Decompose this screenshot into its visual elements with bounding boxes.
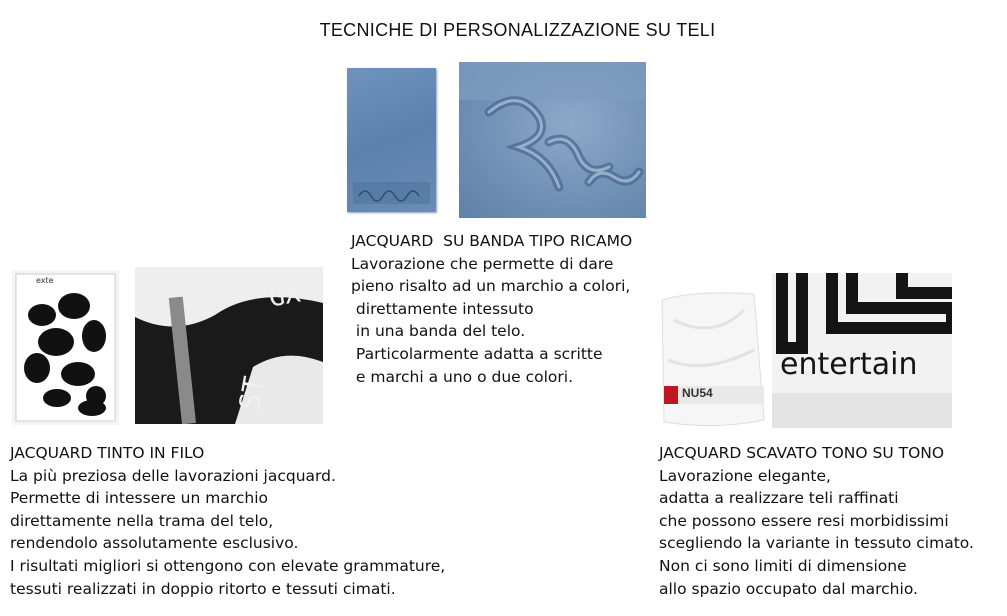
technique-line: in una banda del telo. (351, 322, 526, 341)
cow-detail-bottom: ST (232, 374, 272, 413)
technique-line: rendendolo assolutamente esclusivo. (10, 534, 299, 553)
technique-line: direttamente nella trama del telo, (10, 511, 274, 530)
technique-line: direttamente intessuto (351, 299, 534, 318)
technique-line: La più preziosa delle lavorazioni jacquard. (10, 466, 336, 485)
blue-towel-photo (343, 64, 440, 216)
white-towel-logo: NU54 (682, 386, 713, 400)
technique-line: scegliendo la variante in tessuto cimato. (659, 534, 974, 553)
technique-line: Permette di intessere un marchio (10, 489, 269, 508)
technique-jacquard-tinto-in-filo (10, 442, 445, 600)
technique-line: allo spazio occupato dal marchio. (659, 579, 918, 598)
technique-line: tessuti realizzati in doppio ritorto e tessuti cimati. (10, 579, 396, 598)
technique-line: I risultati migliori si ottengono con elevate grammature, (10, 556, 446, 575)
technique-heading: JACQUARD SU BANDA TIPO RICAMO (351, 232, 633, 250)
technique-line: adatta a realizzare teli raffinati (659, 489, 899, 508)
page-title: TECNICHE DI PERSONALIZZAZIONE SU TELI (319, 20, 716, 40)
technique-heading: JACQUARD TINTO IN FILO (10, 444, 205, 462)
technique-jacquard-scavato (659, 442, 974, 600)
technique-line: Non ci sono limiti di dimensione (659, 556, 907, 575)
blue-towel-detail-photo (459, 62, 646, 218)
technique-line: Lavorazione che permette di dare (351, 254, 614, 273)
white-detail-word: entertain (780, 347, 918, 382)
technique-line: pieno risalto ad un marchio a colori, (351, 277, 631, 296)
technique-line: Lavorazione elegante, (659, 466, 831, 485)
white-towel-photo (654, 280, 768, 432)
technique-line: che possono essere resi morbidissimi (659, 511, 949, 530)
cow-detail-letters: GX (266, 278, 303, 314)
technique-line: Particolarmente adatta a scritte (351, 344, 603, 363)
white-towel-detail-photo (772, 273, 952, 428)
cow-print-towel-detail-photo (135, 267, 323, 424)
technique-line: e marchi a uno o due colori. (351, 367, 574, 386)
technique-heading: JACQUARD SCAVATO TONO SU TONO (659, 444, 945, 462)
cow-towel-label: exte (36, 276, 54, 285)
technique-jacquard-su-banda (351, 230, 632, 388)
cow-print-towel-photo (12, 270, 119, 425)
